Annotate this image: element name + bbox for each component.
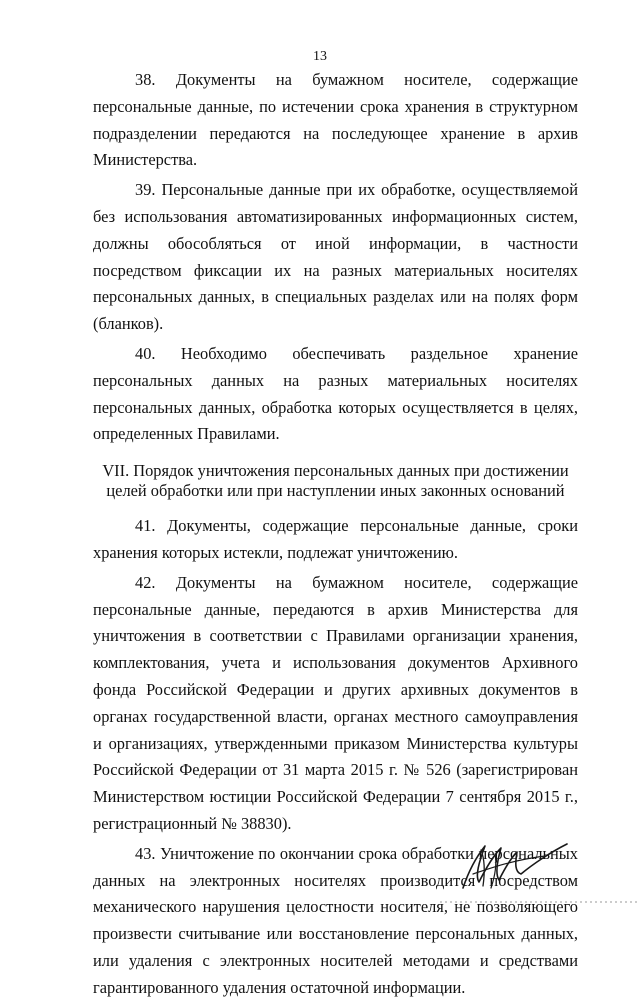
scan-edge-mark bbox=[440, 899, 640, 905]
paragraph-42: 42. Документы на бумажном носителе, содержащие персональные данные, передаются в архив Министерства для уничтожения в соответствии с Правилами организации хранения, комплектования, учета и использования документов Архивного фонда Российской Федерации и других архивных документов в органах государственной власти, органах местного самоуправления и организациях, утвержденными приказом Министерства культуры Российской Федерации от 31 марта 2015 г. № 526 (зарегистрирован Министерством юстиции Российской Федерации 7 сентября 2015 г., регистрационный № 38830). bbox=[93, 572, 578, 833]
section-heading-line1: VII. Порядок уничтожения персональных данных при достижении bbox=[102, 461, 569, 481]
handwritten-signature bbox=[455, 830, 570, 892]
paragraph-38: 38. Документы на бумажном носителе, содержащие персональные данные, по истечении срока хранения в структурном подразделении передаются на последующее хранение в архив Министерства. bbox=[93, 70, 578, 170]
section-heading-line2: целей обработки или при наступлении иных законных оснований bbox=[106, 481, 565, 501]
section-heading bbox=[93, 461, 578, 501]
paragraph-41: 41. Документы, содержащие персональные данные, сроки хранения которых истекли, подлежат уничтожению. bbox=[93, 516, 578, 562]
paragraph-39: 39. Персональные данные при их обработке, осуществляемой без использования автоматизированных информационных систем, должны обособляться от иной информации, в частности посредством фиксации их на разных материальных носителях персональных данных, в специальных разделах или на полях форм (бланков). bbox=[93, 180, 578, 334]
page-number: 13 bbox=[313, 49, 327, 64]
paragraph-43: 43. Уничтожение по окончании срока обработки персональных данных на электронных носителях производится посредством механического нарушения целостности носителя, не позволяющего произвести считывание или восстановление персональных данных, или удаления с электронных носителей методами и средствами гарантированного удаления остаточной информации. bbox=[93, 843, 578, 997]
paragraph-40: 40. Необходимо обеспечивать раздельное хранение персональных данных на разных материальных носителях персональных данных, обработка которых осуществляется в целях, определенных Правилами. bbox=[93, 343, 578, 444]
